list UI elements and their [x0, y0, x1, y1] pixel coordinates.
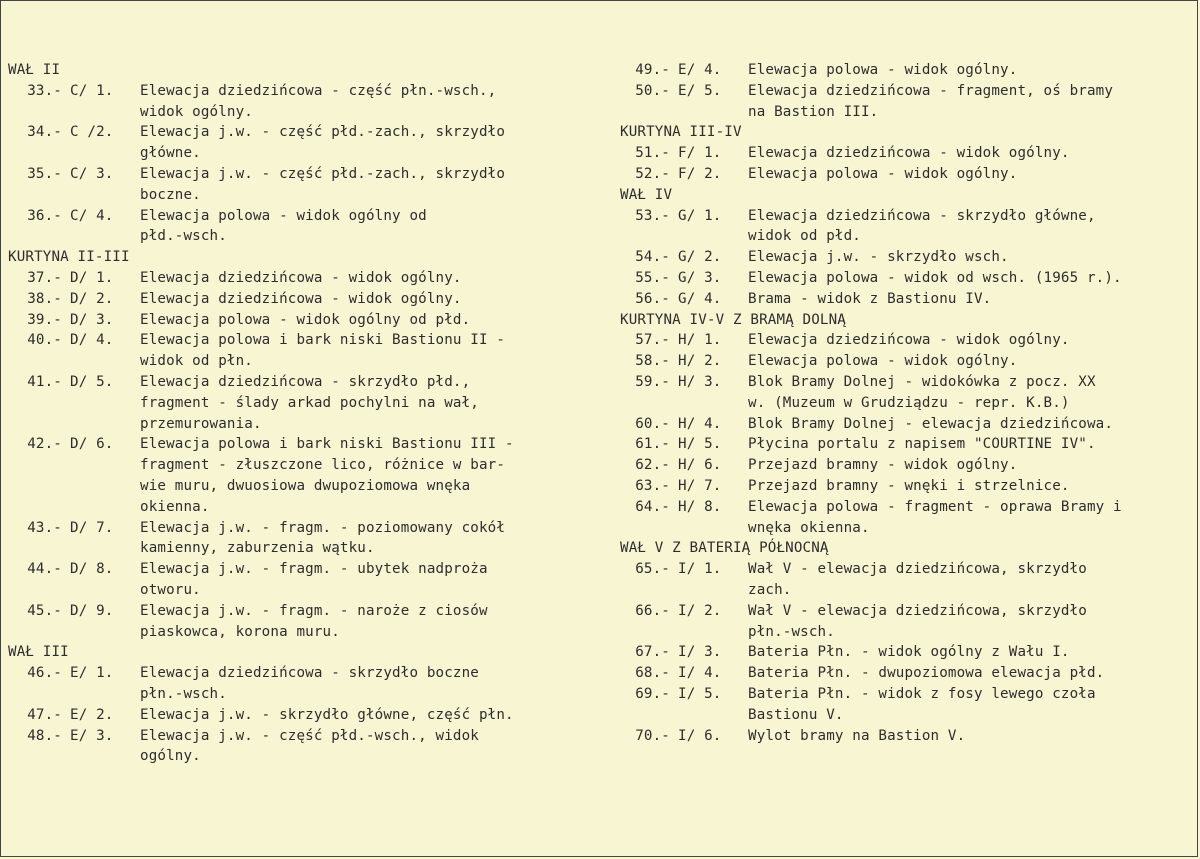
entry-code: C /2. [70, 124, 114, 141]
list-item [8, 601, 598, 643]
entry-code: I/ 1. [678, 561, 722, 578]
description-line: Bateria Płn. - widok ogólny z Wału I. [748, 644, 1070, 661]
list-item [8, 372, 598, 434]
entry-number: 51.- [635, 145, 670, 162]
entry-code: C/ 3. [70, 165, 114, 182]
description-line: Elewacja dziedzińcowa - skrzydło płd., [140, 373, 471, 390]
entry-number: 44.- [27, 561, 62, 578]
list-item [8, 268, 598, 289]
entry-number: 56.- [635, 290, 670, 307]
entry-number: 38.- [27, 290, 62, 307]
entry-description [748, 330, 1195, 351]
description-line: na Bastion III. [748, 103, 879, 120]
entry-code: G/ 1. [678, 207, 722, 224]
entry-number: 47.- [27, 706, 62, 723]
description-line: Przejazd bramny - widok ogólny. [748, 457, 1018, 474]
entry-code: D/ 1. [70, 269, 114, 286]
entry-code: D/ 9. [70, 602, 114, 619]
list-item [620, 455, 1195, 476]
entry-code: C/ 4. [70, 207, 114, 224]
entry-code: D/ 8. [70, 561, 114, 578]
entry-code: G/ 4. [678, 290, 722, 307]
description-line: Przejazd bramny - wnęki i strzelnice. [748, 477, 1070, 494]
entry-description [748, 164, 1195, 185]
entry-number: 45.- [27, 602, 62, 619]
entry-description [748, 351, 1195, 372]
entry-description [140, 518, 598, 560]
description-line: Blok Bramy Dolnej - elewacja dziedzińcowa. [748, 415, 1114, 432]
description-line: Elewacja dziedzińcowa - fragment, oś bramy [748, 82, 1114, 99]
entry-number: 40.- [27, 332, 62, 349]
list-item [8, 518, 598, 560]
entry-code: G/ 3. [678, 269, 722, 286]
description-line: Elewacja j.w. - część płd.-wsch., widok [140, 727, 479, 744]
description-line: widok od płn. [140, 353, 253, 370]
entry-description [140, 310, 598, 331]
list-item [620, 642, 1195, 663]
entry-number: 69.- [635, 685, 670, 702]
list-item [620, 434, 1195, 455]
list-item [620, 164, 1195, 185]
description-line: płn.-wsch. [140, 685, 227, 702]
description-line: płd.-wsch. [140, 228, 227, 245]
entry-description [748, 455, 1195, 476]
entry-description [140, 81, 598, 123]
description-line: Elewacja j.w. - fragm. - ubytek nadproża [140, 561, 488, 578]
entry-number: 60.- [635, 415, 670, 432]
description-line: wie muru, dwuosiowa dwupoziomowa wnęka [140, 477, 471, 494]
description-line: Elewacja dziedzińcowa - widok ogólny. [140, 269, 462, 286]
entry-number: 54.- [635, 249, 670, 266]
entry-code: D/ 7. [70, 519, 114, 536]
list-item [620, 247, 1195, 268]
list-item [8, 122, 598, 164]
entry-description [748, 476, 1195, 497]
left-column [8, 60, 598, 767]
entry-description [748, 143, 1195, 164]
description-line: Płycina portalu z napisem "COURTINE IV". [748, 436, 1096, 453]
list-item [620, 206, 1195, 248]
list-item [620, 684, 1195, 726]
entry-code: E/ 3. [70, 727, 114, 744]
description-line: zach. [748, 581, 792, 598]
entry-description [748, 206, 1195, 248]
entry-number: 68.- [635, 665, 670, 682]
entry-description [140, 122, 598, 164]
entry-description [140, 206, 598, 248]
list-item [620, 330, 1195, 351]
entry-number: 63.- [635, 477, 670, 494]
list-item [8, 559, 598, 601]
description-line: Wał V - elewacja dziedzińcowa, skrzydło [748, 561, 1087, 578]
entry-description [748, 434, 1195, 455]
description-line: wnęka okienna. [748, 519, 870, 536]
section-heading: KURTYNA IV-V Z BRAMĄ DOLNĄ [620, 311, 846, 328]
description-line: Elewacja dziedzińcowa - część płn.-wsch., [140, 82, 497, 99]
description-line: widok od płd. [748, 228, 861, 245]
description-line: Elewacja j.w. - część płd.-zach., skrzydło [140, 165, 506, 182]
list-item [620, 81, 1195, 123]
entry-description [140, 559, 598, 601]
entry-number: 64.- [635, 498, 670, 515]
entry-description [140, 705, 598, 726]
description-line: kamienny, zaburzenia wątku. [140, 540, 375, 557]
entry-number: 49.- [635, 62, 670, 78]
entry-description [140, 289, 598, 310]
description-line: Elewacja dziedzińcowa - widok ogólny. [748, 332, 1070, 349]
entry-number: 50.- [635, 82, 670, 99]
entry-code: F/ 1. [678, 145, 722, 162]
description-line: Elewacja j.w. - część płd.-zach., skrzydło [140, 124, 506, 141]
list-item [620, 476, 1195, 497]
entry-code: H/ 5. [678, 436, 722, 453]
entry-code: I/ 2. [678, 602, 722, 619]
entry-description [748, 663, 1195, 684]
entry-code: I/ 6. [678, 727, 722, 744]
description-line: otworu. [140, 581, 201, 598]
entry-number: 34.- [27, 124, 62, 141]
description-line: Elewacja polowa - widok ogólny. [748, 62, 1018, 78]
list-item [8, 310, 598, 331]
list-item [620, 143, 1195, 164]
entry-code: D/ 5. [70, 373, 114, 390]
list-item [8, 206, 598, 248]
entry-number: 59.- [635, 373, 670, 390]
entry-description [748, 642, 1195, 663]
description-line: Elewacja dziedzińcowa - skrzydło boczne [140, 665, 479, 682]
right-column [620, 60, 1195, 746]
description-line: piaskowca, korona muru. [140, 623, 340, 640]
entry-code: D/ 2. [70, 290, 114, 307]
list-item [620, 497, 1195, 539]
description-line: Bateria Płn. - widok z fosy lewego czoła [748, 685, 1096, 702]
list-item [620, 351, 1195, 372]
list-item [620, 372, 1195, 414]
list-item [8, 164, 598, 206]
entry-description [748, 289, 1195, 310]
list-item [620, 663, 1195, 684]
entry-description [748, 684, 1195, 726]
description-line: Elewacja polowa - widok ogólny. [748, 165, 1018, 182]
description-line: fragment - złuszczone lico, różnice w bar- [140, 457, 506, 474]
section-heading: KURTYNA II-III [8, 249, 130, 266]
entry-code: H/ 8. [678, 498, 722, 515]
entry-description [140, 663, 598, 705]
entry-code: E/ 2. [70, 706, 114, 723]
description-line: widok ogólny. [140, 103, 253, 120]
entry-code: H/ 1. [678, 332, 722, 349]
entry-code: H/ 3. [678, 373, 722, 390]
description-line: Wylot bramy na Bastion V. [748, 727, 966, 744]
entry-code: D/ 3. [70, 311, 114, 328]
description-line: boczne. [140, 186, 201, 203]
entry-number: 66.- [635, 602, 670, 619]
description-line: Elewacja polowa - widok ogólny od [140, 207, 427, 224]
list-item [8, 434, 598, 517]
description-line: Elewacja j.w. - fragm. - naroże z ciosów [140, 602, 488, 619]
entry-description [748, 414, 1195, 435]
entry-code: E/ 5. [678, 82, 722, 99]
list-item [620, 559, 1195, 601]
description-line: Bastionu V. [748, 706, 844, 723]
entry-description [748, 81, 1195, 123]
list-item [620, 601, 1195, 643]
description-line: Blok Bramy Dolnej - widokówka z pocz. XX [748, 373, 1096, 390]
description-line: płn.-wsch. [748, 623, 835, 640]
list-item [8, 289, 598, 310]
entry-description [748, 268, 1195, 289]
section-heading: WAŁ II [8, 62, 61, 78]
entry-code: C/ 1. [70, 82, 114, 99]
entry-code: H/ 2. [678, 353, 722, 370]
description-line: Elewacja dziedzińcowa - widok ogólny. [140, 290, 462, 307]
entry-code: H/ 6. [678, 457, 722, 474]
entry-number: 35.- [27, 165, 62, 182]
entry-description [748, 247, 1195, 268]
section-heading: KURTYNA III-IV [620, 124, 742, 141]
entry-number: 46.- [27, 665, 62, 682]
list-item [8, 330, 598, 372]
entry-number: 61.- [635, 436, 670, 453]
entry-number: 39.- [27, 311, 62, 328]
entry-number: 55.- [635, 269, 670, 286]
entry-number: 42.- [27, 436, 62, 453]
entry-description [140, 268, 598, 289]
description-line: Elewacja polowa i bark niski Bastionu III - [140, 436, 514, 453]
entry-number: 41.- [27, 373, 62, 390]
list-item [8, 705, 598, 726]
description-line: Elewacja polowa - widok ogólny od płd. [140, 311, 471, 328]
entry-description [748, 60, 1195, 81]
description-line: okienna. [140, 498, 210, 515]
entry-code: I/ 3. [678, 644, 722, 661]
list-item [8, 81, 598, 123]
entry-description [140, 726, 598, 768]
list-item [8, 726, 598, 768]
description-line: Elewacja j.w. - skrzydło wsch. [748, 249, 1009, 266]
description-line: Elewacja dziedzińcowa - skrzydło główne, [748, 207, 1096, 224]
entry-number: 65.- [635, 561, 670, 578]
list-item [8, 663, 598, 705]
entry-description [748, 372, 1195, 414]
entry-code: H/ 7. [678, 477, 722, 494]
entry-number: 43.- [27, 519, 62, 536]
description-line: główne. [140, 145, 201, 162]
entry-description [140, 601, 598, 643]
entry-number: 53.- [635, 207, 670, 224]
description-line: fragment - ślady arkad pochylni na wał, [140, 394, 479, 411]
entry-number: 37.- [27, 269, 62, 286]
entry-description [748, 497, 1195, 539]
list-item [620, 289, 1195, 310]
section-heading: WAŁ IV [620, 186, 673, 203]
entry-number: 70.- [635, 727, 670, 744]
entry-code: E/ 1. [70, 665, 114, 682]
entry-code: E/ 4. [678, 62, 722, 78]
entry-number: 48.- [27, 727, 62, 744]
entry-description [140, 434, 598, 517]
description-line: w. (Muzeum w Grudziądzu - repr. K.B.) [748, 394, 1070, 411]
description-line: Elewacja polowa - widok ogólny. [748, 353, 1018, 370]
entry-number: 62.- [635, 457, 670, 474]
description-line: Elewacja polowa - fragment - oprawa Bramy i [748, 498, 1122, 515]
entry-number: 67.- [635, 644, 670, 661]
description-line: Elewacja dziedzińcowa - widok ogólny. [748, 145, 1070, 162]
list-item [620, 414, 1195, 435]
entry-number: 36.- [27, 207, 62, 224]
entry-number: 33.- [27, 82, 62, 99]
description-line: Elewacja j.w. - fragm. - poziomowany cokół [140, 519, 506, 536]
list-item [620, 60, 1195, 81]
entry-number: 57.- [635, 332, 670, 349]
entry-code: H/ 4. [678, 415, 722, 432]
section-heading: WAŁ III [8, 644, 69, 661]
entry-description [748, 726, 1195, 747]
description-line: Elewacja polowa i bark niski Bastionu II - [140, 332, 506, 349]
entry-code: G/ 2. [678, 249, 722, 266]
entry-code: I/ 5. [678, 685, 722, 702]
entry-code: D/ 6. [70, 436, 114, 453]
description-line: ogólny. [140, 748, 201, 765]
entry-code: F/ 2. [678, 165, 722, 182]
entry-description [748, 601, 1195, 643]
entry-description [748, 559, 1195, 601]
entry-number: 52.- [635, 165, 670, 182]
entry-description [140, 164, 598, 206]
entry-code: I/ 4. [678, 665, 722, 682]
description-line: przemurowania. [140, 415, 262, 432]
section-heading: WAŁ V Z BATERIĄ PÓŁNOCNĄ [620, 540, 829, 557]
description-line: Bateria Płn. - dwupoziomowa elewacja płd. [748, 665, 1105, 682]
description-line: Wał V - elewacja dziedzińcowa, skrzydło [748, 602, 1087, 619]
entry-number: 58.- [635, 353, 670, 370]
entry-code: D/ 4. [70, 332, 114, 349]
description-line: Elewacja polowa - widok od wsch. (1965 r.). [748, 269, 1122, 286]
description-line: Elewacja j.w. - skrzydło główne, część płn. [140, 706, 514, 723]
list-item [620, 268, 1195, 289]
entry-description [140, 330, 598, 372]
list-item [620, 726, 1195, 747]
description-line: Brama - widok z Bastionu IV. [748, 290, 992, 307]
entry-description [140, 372, 598, 434]
